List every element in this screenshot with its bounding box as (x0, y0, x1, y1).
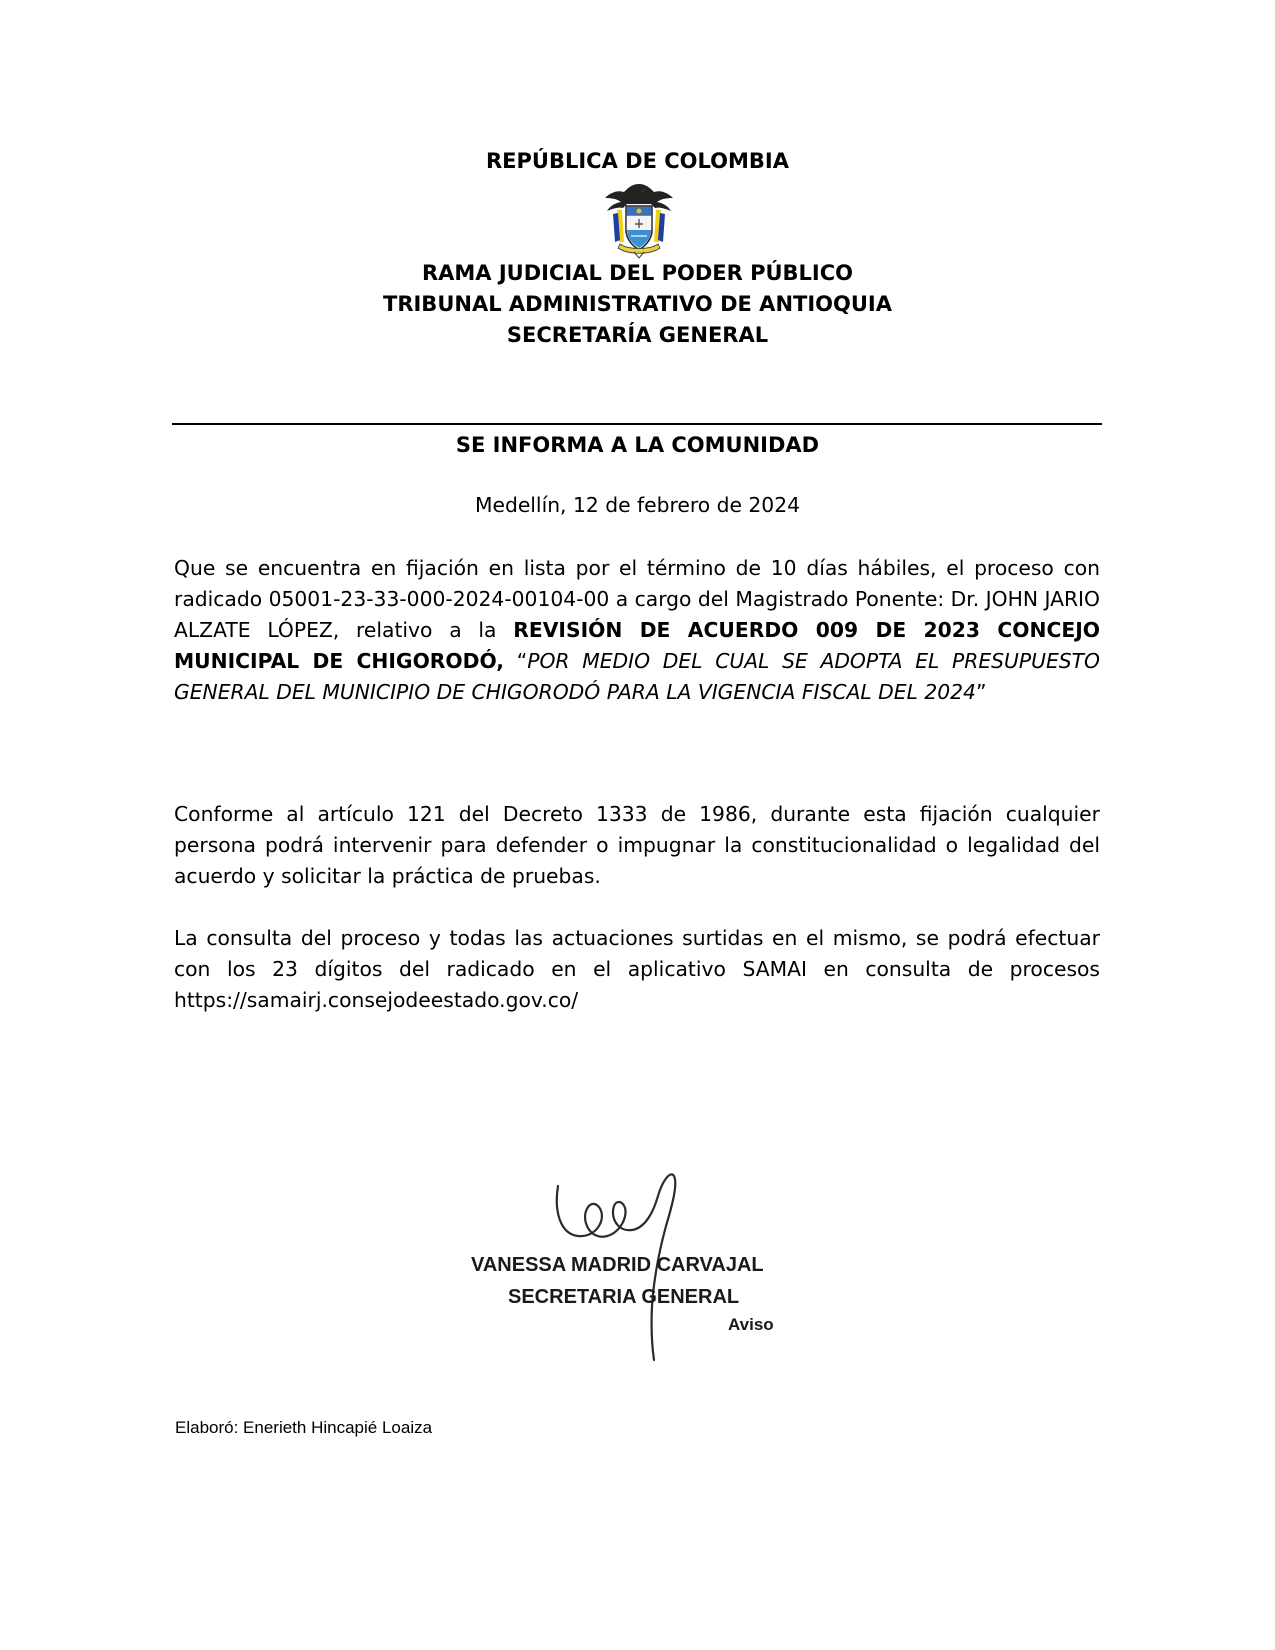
paragraph-1-quote: POR MEDIO DEL CUAL SE ADOPTA EL PRESUPUESTO GENERAL DEL MUNICIPIO DE CHIGORODÓ PARA LA VIGENCIA FISCAL DEL 2024 (174, 649, 1100, 704)
colombia-coat-of-arms-icon (602, 180, 676, 260)
notice-date: Medellín, 12 de febrero de 2024 (474, 493, 801, 517)
quote-close-mark: ” (975, 680, 987, 704)
prepared-by-footer: Elaboró: Enerieth Hincapié Loaiza (175, 1418, 433, 1437)
notice-paragraph-3: La consulta del proceso y todas las actuaciones surtidas en el mismo, se podrá efectuar con los 23 dígitos del radicado en el aplicativo SAMAI en consulta de procesos https://samairj.consejodeestado.gov.co/ (174, 926, 1100, 1012)
signer-role: SECRETARIA GENERAL (508, 1286, 740, 1308)
header-branch: RAMA JUDICIAL DEL PODER PÚBLICO (421, 261, 854, 285)
header-divider (172, 423, 1102, 425)
header-office: SECRETARÍA GENERAL (506, 323, 769, 347)
notice-title: SE INFORMA A LA COMUNIDAD (455, 433, 820, 457)
notice-paragraph-1 (174, 553, 1100, 708)
header-tribunal: TRIBUNAL ADMINISTRATIVO DE ANTIOQUIA (383, 292, 892, 316)
paragraph-1-subject: REVISIÓN DE ACUERDO 009 DE 2023 CONCEJO MUNICIPAL DE CHIGORODÓ, (174, 618, 1101, 673)
notice-paragraph-2: Conforme al artículo 121 del Decreto 1333 de 1986, durante esta fijación cualquier persona podrá intervenir para defender o impugnar la constitucionalidad o legalidad del acuerdo y solicitar la práctica de pruebas. (174, 802, 1100, 888)
signer-note: Aviso (728, 1315, 774, 1334)
header-country: REPÚBLICA DE COLOMBIA (486, 149, 789, 173)
paragraph-1-lead: Que se encuentra en fijación en lista por el término de 10 días hábiles, el proceso con radicado 05001-23-33-000-2024-00104-00 a cargo del Magistrado Ponente: Dr. JOHN JARIO ALZATE LÓPEZ, relativo a la (174, 556, 1100, 642)
quote-open-mark: “ (516, 649, 528, 673)
signer-name: VANESSA MADRID CARVAJAL (471, 1254, 764, 1276)
